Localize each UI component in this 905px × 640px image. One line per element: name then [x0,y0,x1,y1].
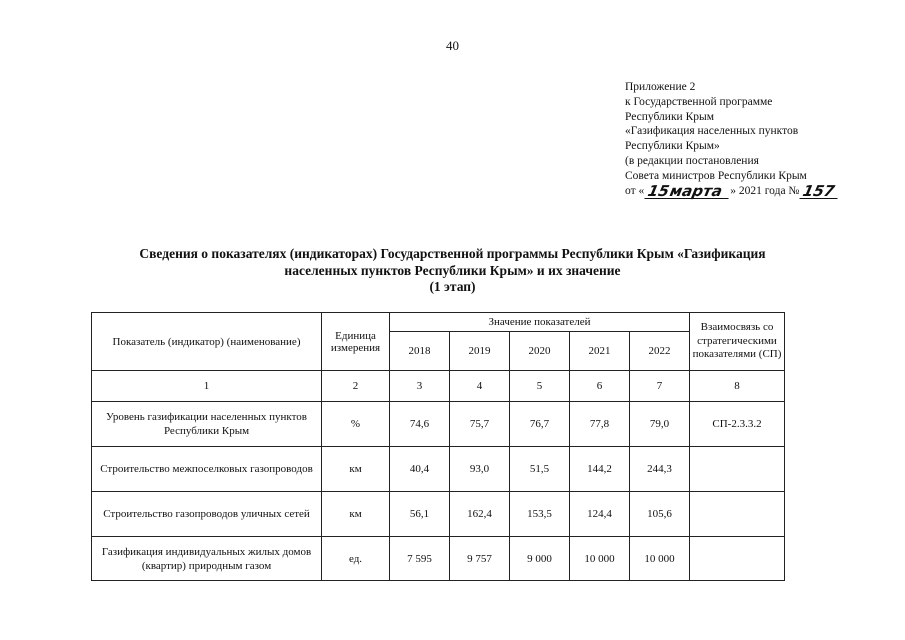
header-year: 2020 [510,332,570,371]
value-cell: 153,5 [510,492,570,537]
appendix-line: Совета министров Республики Крым [625,169,807,182]
value-cell: 79,0 [630,402,690,447]
header-row [92,313,785,332]
strategic-link-cell: СП-2.3.3.2 [690,402,785,447]
title-line-1: Сведения о показателях (индикаторах) Государственной программы Республики Крым «Газификация [139,246,766,261]
value-cell: 77,8 [570,402,630,447]
value-cell: 51,5 [510,447,570,492]
appendix-line: Республики Крым [625,110,714,123]
column-number: 3 [390,371,450,402]
column-number-row [92,371,785,402]
value-cell: 9 757 [450,537,510,581]
appendix-line: Приложение 2 [625,81,696,93]
indicator-name: Строительство межпоселковых газопроводов [92,447,322,492]
value-cell: 40,4 [390,447,450,492]
table-row [92,402,785,447]
header-year: 2022 [630,332,690,371]
table-row [92,447,785,492]
column-number: 8 [690,371,785,402]
title-line-2: населенных пунктов Республики Крым» и их значение [284,262,621,278]
handwritten-day: 15 [646,181,672,200]
indicators-table [91,312,785,581]
value-cell: 75,7 [450,402,510,447]
value-cell: 56,1 [390,492,450,537]
unit-cell: км [322,447,390,492]
column-number: 7 [630,371,690,402]
header-values: Значение показателей [390,313,690,332]
strategic-link-cell [690,447,785,492]
appendix-line: Республики Крым» [625,140,720,153]
value-cell: 124,4 [570,492,630,537]
strategic-link-cell [690,492,785,537]
indicator-name: Строительство газопроводов уличных сетей [92,492,322,537]
column-number: 1 [92,371,322,402]
header-indicator: Показатель (индикатор) (наименование) [92,313,322,371]
value-cell: 105,6 [630,492,690,537]
handwritten-resolution-number: 157 [800,184,841,199]
date-middle: » 2021 года № [730,184,800,197]
indicator-name: Газификация индивидуальных жилых домов (квартир) природным газом [92,537,322,581]
strategic-link-cell [690,537,785,581]
title-line-3: (1 этап) [429,279,476,294]
date-prefix: от « [625,184,645,197]
resolution-date-line [625,181,895,200]
header-strategic-link: Взаимосвязь со стратегическими показателями (СП) [690,313,785,371]
value-cell: 74,6 [390,402,450,447]
value-cell: 10 000 [570,537,630,581]
indicator-name: Уровень газификации населенных пунктов Республики Крым [92,402,322,447]
header-year: 2018 [390,332,450,371]
table-row [92,537,785,581]
value-cell: 144,2 [570,447,630,492]
value-cell: 162,4 [450,492,510,537]
appendix-line: к Государственной программе [625,95,773,108]
header-year: 2019 [450,332,510,371]
value-cell: 10 000 [630,537,690,581]
unit-cell: % [322,402,390,447]
handwritten-month: марта [667,184,732,199]
value-cell: 7 595 [390,537,450,581]
header-unit: Единица измерения [322,313,390,371]
value-cell: 244,3 [630,447,690,492]
header-year: 2021 [570,332,630,371]
page-number: 40 [446,38,459,53]
column-number: 4 [450,371,510,402]
unit-cell: км [322,492,390,537]
appendix-line: «Газификация населенных пунктов [625,125,799,138]
value-cell: 93,0 [450,447,510,492]
table-row [92,492,785,537]
appendix-line: (в редакции постановления [625,154,759,167]
document-title [60,246,845,296]
column-number: 2 [322,371,390,402]
column-number: 6 [570,371,630,402]
column-number: 5 [510,371,570,402]
appendix-block [625,80,895,199]
unit-cell: ед. [322,537,390,581]
value-cell: 9 000 [510,537,570,581]
value-cell: 76,7 [510,402,570,447]
